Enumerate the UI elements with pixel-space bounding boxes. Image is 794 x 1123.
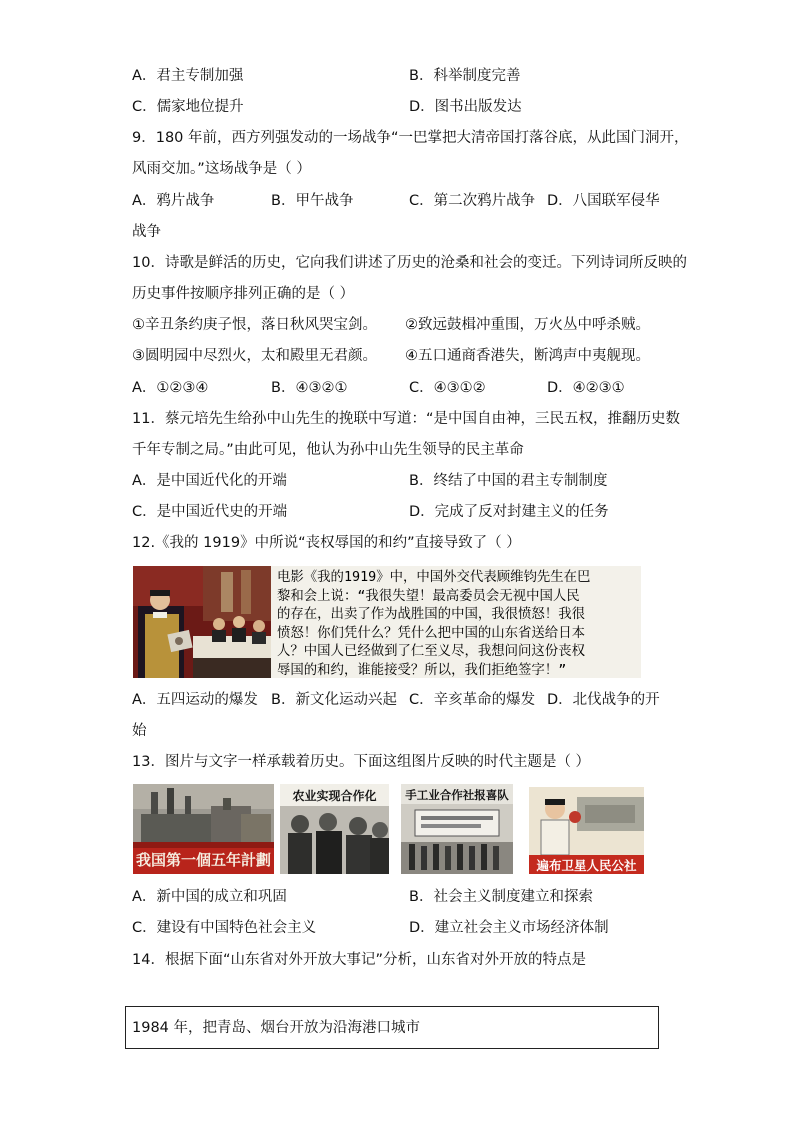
quote-line-4: 愤怒！你们凭什么？凭什么把中国的山东省送给日本	[277, 625, 585, 641]
quote-line-2: 黎和会上说：“我很失望！最高委员会无视中国人民	[277, 588, 580, 604]
handicraft-cooperative-photo	[401, 784, 513, 874]
q10-poem-3: ③圆明园中尽烈火，太和殿里无君颜。	[132, 348, 377, 364]
q13-option-d: D．建立社会主义市场经济体制	[409, 920, 609, 936]
q13-stem: 13．图片与文字一样承载着历史。下面这组图片反映的时代主题是（ ）	[132, 754, 591, 770]
q9-option-c: C．第二次鸦片战争	[409, 193, 536, 209]
q13-option-a: A．新中国的成立和巩固	[132, 889, 287, 905]
poster3-caption: 手工业合作社报喜队	[405, 788, 509, 802]
q9-stem-line1: 9．180 年前，西方列强发动的一场战争“一巴掌把大清帝国打落谷底，从此国门洞开，	[132, 130, 689, 146]
quote-line-6: 辱国的和约，谁能接受？所以，我们拒绝签字！”	[277, 662, 567, 678]
five-year-plan-poster	[133, 784, 274, 874]
conference-photo-illustration	[133, 566, 271, 678]
poster2-caption: 农业实现合作化	[292, 789, 377, 803]
q13-option-b: B．社会主义制度建立和探索	[409, 889, 593, 905]
agricultural-cooperation-photo	[280, 784, 389, 874]
q10-poem-2: ②致远鼓楫冲重围，万火丛中呼杀贼。	[405, 317, 650, 333]
q11-option-c: C．是中国近代史的开端	[132, 504, 288, 520]
q9-option-a: A．鸦片战争	[132, 193, 215, 209]
peoples-commune-poster	[529, 787, 644, 874]
q10-option-b: B．④③②①	[271, 380, 348, 396]
q8-option-d: D．图书出版发达	[409, 99, 522, 115]
q14-stem: 14．根据下面“山东省对外开放大事记”分析，山东省对外开放的特点是	[132, 952, 586, 968]
q12-option-a: A．五四运动的爆发	[132, 692, 258, 708]
q11-option-d: D．完成了反对封建主义的任务	[409, 504, 609, 520]
q11-stem-line2: 千年专制之局。”由此可见，他认为孙中山先生领导的民主革命	[132, 442, 524, 458]
q12-stem: 12.《我的 1919》中所说“丧权辱国的和约”直接导致了（ ）	[132, 535, 521, 551]
q9-option-d: D．八国联军侵华	[547, 193, 660, 209]
q9-stem-line2: 风雨交加。”这场战争是（ ）	[132, 161, 311, 177]
q11-option-b: B．终结了中国的君主专制制度	[409, 473, 608, 489]
quote-line-5: 人？中国人已经做到了仁至义尽，我想问问这份丧权	[277, 644, 585, 659]
q12-option-d-wrap: 始	[132, 723, 147, 739]
q11-stem-line1: 11．蔡元培先生给孙中山先生的挽联中写道：“是中国自由神，三民五权，推翻历史数	[132, 411, 680, 427]
q12-option-b: B．新文化运动兴起	[271, 692, 397, 708]
parade-illustration	[401, 804, 513, 874]
q10-stem-line2: 历史事件按顺序排列正确的是（ ）	[132, 286, 355, 302]
q8-option-b: B．科举制度完善	[409, 68, 521, 84]
q10-option-c: C．④③①②	[409, 380, 486, 396]
q8-option-a: A．君主专制加强	[132, 68, 244, 84]
poster1-caption: 我国第一個五年計劃	[135, 851, 271, 869]
q9-option-b: B．甲午战争	[271, 193, 354, 209]
q10-stem-line1: 10．诗歌是鲜活的历史，它向我们讲述了历史的沧桑和社会的变迁。下列诗词所反映的	[132, 255, 687, 271]
q10-option-a: A．①②③④	[132, 380, 209, 396]
q10-poem-1: ①辛丑条约庚子恨，落日秋风哭宝剑。	[132, 317, 377, 333]
quote-line-1: 电影《我的1919》中，中国外交代表顾维钧先生在巴	[277, 570, 591, 585]
q8-option-c: C．儒家地位提升	[132, 99, 244, 115]
paris-peace-conference-photo	[133, 566, 271, 678]
shandong-event-1984: 1984 年，把青岛、烟台开放为沿海港口城市	[132, 1020, 421, 1036]
quote-line-3: 的存在，出卖了作为战胜国的中国，我很愤怒！我很	[277, 607, 585, 622]
q11-option-a: A．是中国近代化的开端	[132, 473, 287, 489]
q10-poem-4: ④五口通商香港失，断鸿声中夷舰现。	[405, 348, 650, 364]
q12-option-c: C．辛亥革命的爆发	[409, 692, 536, 708]
poster4-caption: 遍布卫星人民公社	[536, 858, 637, 873]
q13-option-c: C．建设有中国特色社会主义	[132, 920, 317, 936]
shandong-events-box	[125, 1006, 659, 1049]
q9-option-d-wrap: 战争	[132, 224, 161, 240]
q12-option-d: D．北伐战争的开	[547, 692, 660, 708]
quote-panel	[271, 566, 641, 678]
farmers-illustration	[280, 806, 389, 874]
q10-option-d: D．④②③①	[547, 380, 625, 396]
